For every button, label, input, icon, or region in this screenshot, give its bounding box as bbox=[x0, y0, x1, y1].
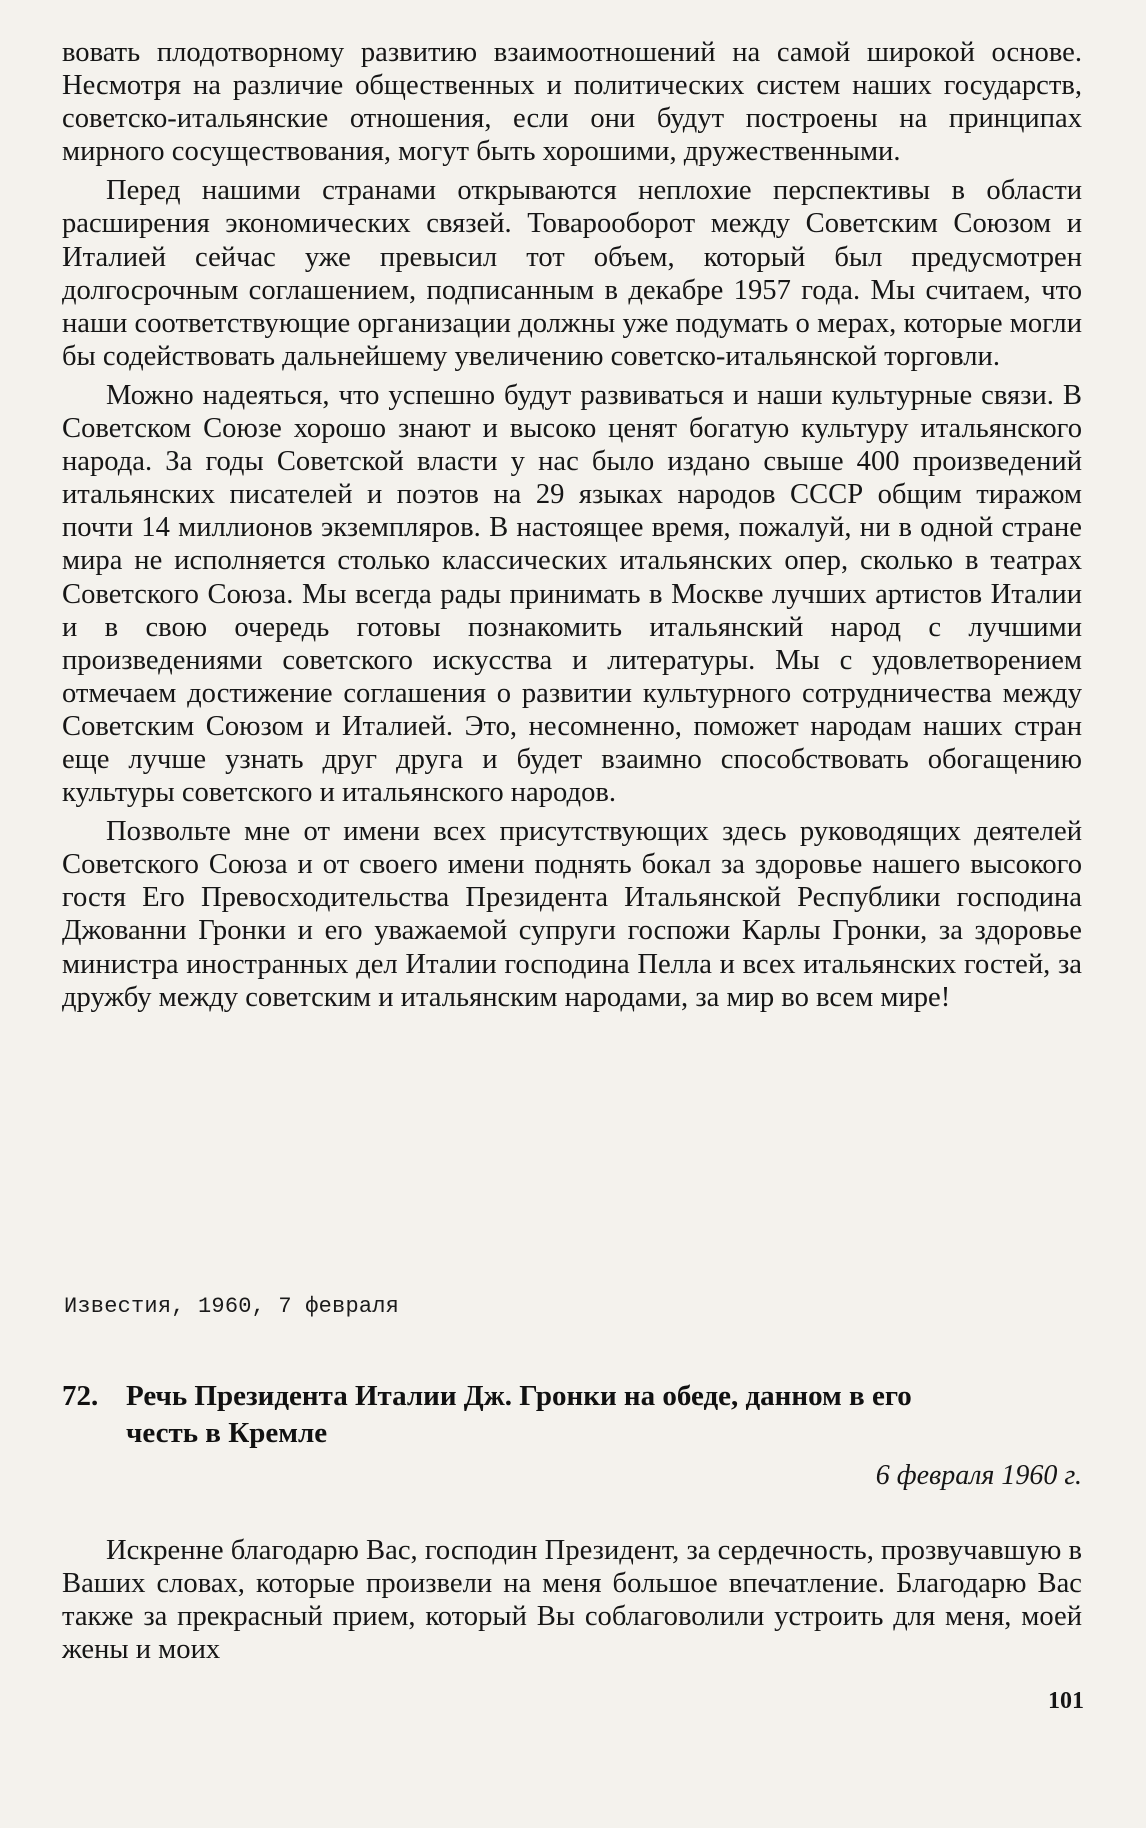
section-heading bbox=[62, 1378, 1082, 1452]
paragraph: Перед нашими странами открываются неплохие перспективы в области расширения экономических связей. Товарооборот между Советским Союзом и Италией сейчас уже превысил тот объем, который был предусмотрен долгосрочным соглашением, подписанным в декабре 1957 года. Мы считаем, что наши соответствующие организации должны уже подумать о мерах, которые могли бы содействовать дальнейшему увеличению советско-итальянской торговли. bbox=[62, 175, 1082, 372]
section-title-line-1: Речь Президента Италии Дж. Гронки на обеде, данном в его bbox=[126, 1380, 912, 1412]
paragraph: вовать плодотворному развитию взаимоотношений на самой широкой основе. Несмотря на различие общественных и политических систем наших государств, советско-итальянские отношения, если они будут построены на принципах мирного сосуществования, могут быть хорошими, дружественными. bbox=[62, 37, 1082, 168]
paragraph: Позвольте мне от имени всех присутствующих здесь руководящих деятелей Советского Союза и от своего имени поднять бокал за здоровье нашего высокого гостя Его Превосходительства Президента Итальянской Республики господина Джованни Гронки и его уважаемой супруги госпожи Карлы Гронки, за здоровье министра иностранных дел Италии господина Пелла и всех итальянских гостей, за дружбу между советским и итальянским народами, за мир во всем мире! bbox=[62, 816, 1082, 1013]
paragraph: Можно надеяться, что успешно будут развиваться и наши культурные связи. В Советском Союзе хорошо знают и высоко ценят богатую культуру итальянского народа. За годы Советской власти у нас было издано свыше 400 произведений итальянских писателей и поэтов на 29 языках народов СССР общим тиражом почти 14 миллионов экземпляров. В настоящее время, пожалуй, ни в одной стране мира не исполняется столько классических итальянских опер, сколько в театрах Советского Союза. Мы всегда рады принимать в Москве лучших артистов Италии и в свою очередь готовы познакомить итальянский народ с лучшими произведениями советского искусства и литературы. Мы с удовлетворением отмечаем достижение соглашения о развитии культурного сотрудничества между Советским Союзом и Италией. Это, несомненно, поможет народам наших стран еще лучше узнать друг друга и будет взаимно способствовать обогащению культуры советского и итальянского народов. bbox=[62, 379, 1082, 809]
speech-body bbox=[62, 1534, 1082, 1666]
speech-date: 6 февраля 1960 г. bbox=[875, 1460, 1082, 1491]
source-citation: Известия, 1960, 7 февраля bbox=[64, 1294, 400, 1319]
page-number: 101 bbox=[1048, 1688, 1084, 1714]
paragraph: Искренне благодарю Вас, господин Президент, за сердечность, прозвучавшую в Ваших словах, которые произвели на меня большое впечатление. Благодарю Вас также за прекрасный прием, который Вы соблаговолили устроить для меня, моей жены и моих bbox=[62, 1535, 1082, 1666]
speech-continuation bbox=[62, 36, 1082, 1014]
section-title-line-2: честь в Кремле bbox=[126, 1417, 328, 1449]
section-number: 72. bbox=[62, 1380, 99, 1412]
